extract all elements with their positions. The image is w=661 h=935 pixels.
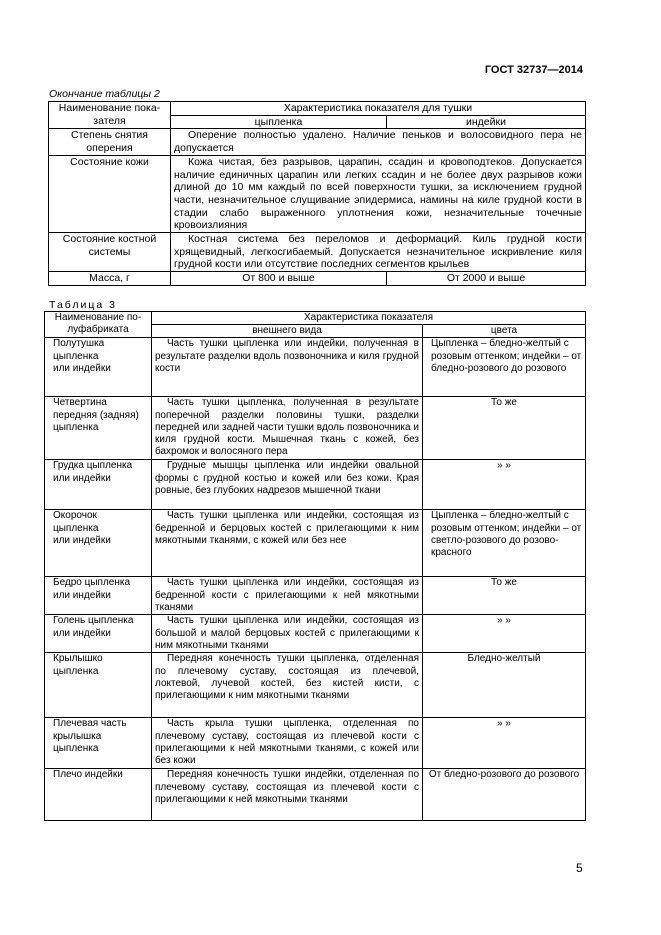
table3-row-name: Плечевая часть крылышка цыпленка bbox=[45, 718, 152, 769]
table2-row-text: Кожа чистая, без разрывов, царапин, ссадин и кровоподтеков. Допускается наличие единичных царапин или легких ссадин и не более двух разрывов кожи длиной до 10 мм каждый по всей поверхности тушки, за исключением грудной части, незначительное слущивание эпидермиса, намины на киле грудной кости в стадии слабо выраженного уплотнения кожи, незначительные точечные кровоизлияния bbox=[171, 155, 586, 232]
table3-row-color: От бледно-розового до розового bbox=[423, 769, 586, 821]
table3-head-char: Характеристика показателя bbox=[152, 312, 586, 325]
table3-row-name: Грудка цыпленка или индейки bbox=[45, 460, 152, 510]
table3-row-name: Крылышко цыпленка bbox=[45, 653, 152, 718]
table2-row-text: Оперение полностью удалено. Наличие пеньков и волосовидного пера не допускается bbox=[171, 129, 586, 155]
table3-row-appearance: Часть тушки цыпленка или индейки, состоящая из бедренной кости с прилегающими к ней мякотными тканями bbox=[152, 577, 423, 615]
table-row bbox=[45, 460, 586, 510]
table3-head-color: цвета bbox=[423, 325, 586, 338]
document-code: ГОСТ 32737—2014 bbox=[484, 64, 583, 76]
table-row bbox=[45, 510, 586, 577]
table-row bbox=[49, 233, 586, 272]
table3-caption: Таблица 3 bbox=[49, 299, 117, 311]
table2-head-turkey: индейки bbox=[387, 115, 586, 129]
table2-head-name: Наименование пока- зателя bbox=[49, 102, 171, 129]
table3-row-color: Цыпленка – бледно-желтый с розовым оттенком; индейки – от светло-розового до розово-красного bbox=[423, 510, 586, 577]
table3-row-appearance: Передняя конечность тушки цыпленка, отделенная по плечевому суставу, состоящая из плечевой, локтевой, лучевой костей, без кистей кисти, с прилегающими к ним мякотными тканями bbox=[152, 653, 423, 718]
table3-row-name: Окорочок цыпленка или индейки bbox=[45, 510, 152, 577]
page-number: 5 bbox=[576, 861, 583, 875]
table-3 bbox=[44, 311, 586, 821]
table-row bbox=[45, 577, 586, 615]
table-row bbox=[45, 615, 586, 653]
table2-caption: Окончание таблицы 2 bbox=[49, 88, 160, 100]
table3-row-name: Бедро цыпленка или индейки bbox=[45, 577, 152, 615]
table2-mass-chicken: От 800 и выше bbox=[171, 272, 387, 286]
table-2 bbox=[48, 101, 586, 286]
table3-row-appearance: Часть тушки цыпленка, полученная в результате поперечной разделки половины тушки, разделки передней или задней части тушки вдоль позвоночника и киля грудной кости. Мышечная ткань с кожей, без бахромок и волосяного пера bbox=[152, 397, 423, 460]
table3-row-color: То же bbox=[423, 397, 586, 460]
table-row bbox=[49, 129, 586, 155]
table-row bbox=[45, 718, 586, 769]
table3-row-name: Четвертина передняя (задняя) цыпленка bbox=[45, 397, 152, 460]
table-row bbox=[49, 272, 586, 286]
table3-row-color: » » bbox=[423, 460, 586, 510]
table-row bbox=[45, 397, 586, 460]
table3-row-name: Голень цыпленка или индейки bbox=[45, 615, 152, 653]
table3-row-color: Бледно-желтый bbox=[423, 653, 586, 718]
table3-row-appearance: Часть тушки цыпленка или индейки, состоящая из бедренной и берцовых костей с прилегающими к ним мякотными тканями, с кожей или без нее bbox=[152, 510, 423, 577]
table3-head-appearance: внешнего вида bbox=[152, 325, 423, 338]
table-row bbox=[45, 769, 586, 821]
table3-row-color: Цыпленка – бледно-желтый с розовым оттенком; индейки – от бледно-розового до розового bbox=[423, 338, 586, 397]
table2-row-name: Состояние костной системы bbox=[49, 233, 171, 272]
table-row bbox=[45, 338, 586, 397]
table3-row-name: Полутушка цыпленка или индейки bbox=[45, 338, 152, 397]
table2-head-char: Характеристика показателя для тушки bbox=[171, 102, 586, 116]
table-row bbox=[49, 155, 586, 232]
table3-row-appearance: Часть тушки цыпленка или индейки, состоящая из большой и малой берцовых костей с прилегающими к ним мякотными тканями bbox=[152, 615, 423, 653]
table2-row-name: Степень снятия оперения bbox=[49, 129, 171, 155]
table2-mass-turkey: От 2000 и выше bbox=[387, 272, 586, 286]
table3-row-appearance: Грудные мышцы цыпленка или индейки овальной формы с грудной костью и кожей или без кожи. Края ровные, без глубоких надрезов мышечной ткани bbox=[152, 460, 423, 510]
table3-row-appearance: Часть тушки цыпленка или индейки, полученная в результате разделки вдоль позвоночника и киля грудной кости bbox=[152, 338, 423, 397]
table3-row-color: » » bbox=[423, 615, 586, 653]
table-row bbox=[45, 653, 586, 718]
table3-head-name: Наименование по- луфабриката bbox=[45, 312, 152, 338]
table3-row-appearance: Часть крыла тушки цыпленка, отделенная по плечевому суставу, состоящая из плечевой кости с прилегающими к ней мякотными тканями, с кожей или без кожи bbox=[152, 718, 423, 769]
table3-row-name: Плечо индейки bbox=[45, 769, 152, 821]
table2-row-name: Состояние кожи bbox=[49, 155, 171, 232]
table2-row-text: Костная система без переломов и деформаций. Киль грудной кости хрящевидный, легкосгибаемый. Допускается незначительное искривление киля грудной кости или отсутствие последних сегментов крыльев bbox=[171, 233, 586, 272]
table3-row-color: То же bbox=[423, 577, 586, 615]
table2-head-chicken: цыпленка bbox=[171, 115, 387, 129]
table3-row-color: » » bbox=[423, 718, 586, 769]
table3-row-appearance: Передняя конечность тушки индейки, отделенная по плечевому суставу, состоящая из плечевой кости с прилегающими к ней мякотными тканями bbox=[152, 769, 423, 821]
table2-mass-name: Масса, г bbox=[49, 272, 171, 286]
